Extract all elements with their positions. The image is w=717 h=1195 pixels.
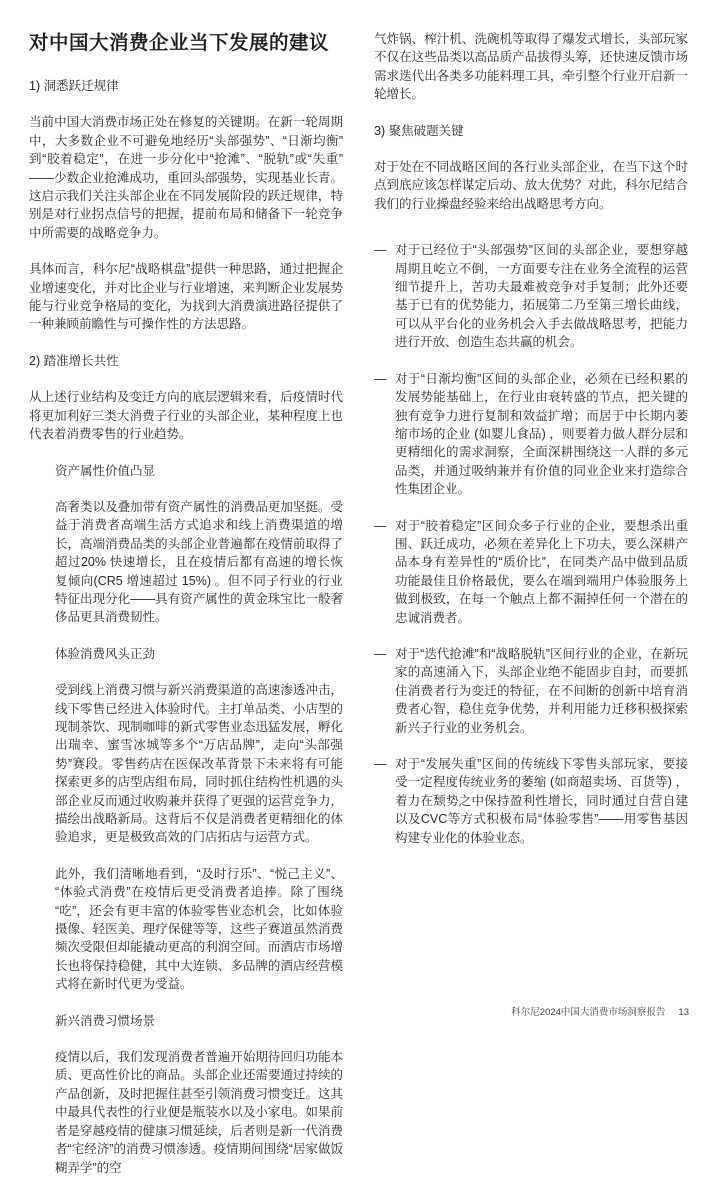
- section-2: [29, 352, 343, 1177]
- section-3-heading: 3) 聚焦破题关键: [374, 123, 464, 138]
- dash-bullet-marker: —: [374, 757, 387, 771]
- subsection-paragraph: 受到线上消费习惯与新兴消费渠道的高速渗透冲击，线下零售已经进入体验时代。主打单品类、小店型的现制茶饮、现制咖啡的新式零售业态迅猛发展，孵化出瑞幸、蜜雪冰城等多个“万店品牌”，走向“头部强势”赛段。零售药店在医保改革背景下未来将有可能探索更多的店型店组布局，同时抓住结构性机遇的头部企业反而通过收购兼并获得了更强的运营竞争力，描绘出战略新局。这背后不仅是消费者更精细化的体验追求，更是极致高效的门店拓店与运营方式。: [55, 683, 343, 845]
- bullet-text: 对于“胶着稳定”区间众多子行业的企业，要想杀出重围、跃迁成功，必须在差异化上下功夫，要么深耕产品本身有差异性的“质价比”，在同类产品中做到品质功能最佳且价格最优，要么在端到端用户体验服务上做到极致，在每一个触点上都不漏掉任何一个潜在的忠诚消费者。: [395, 518, 688, 625]
- bullet-text: 对于“迭代抢滩”和“战略脱轨”区间行业的企业，在新玩家的高速涌入下，头部企业绝不能固步自封，而要抓住消费者行为变迁的特征，在不间断的创新中培育消费者心智，稳住竞争优势，并利用能力迁移积极探索新兴子行业的业务机会。: [395, 646, 688, 735]
- subsection-paragraph: 高奢类以及叠加带有资产属性的消费品更加坚挺。受益于消费者高端生活方式追求和线上消费渠道的增长，高端消费品类的头部企业普遍都在疫情前取得了超过20% 快速增长，且在疫情后都有高速的增长恢复倾向(CR5 增速超过 15%) 。但不同子行业的行业特征出现分化——具有资产属性的黄金珠宝比一般奢侈品更具消费韧性。: [55, 499, 343, 625]
- continued-paragraph: 气炸锅、榨汁机、洗碗机等取得了爆发式增长，头部玩家不仅在这些品类以高品质产品拔得头筹，还快速反馈市场需求迭代出各类多功能料理工具，牵引整个行业开启新一轮增长。: [374, 32, 688, 102]
- subsection-experience-consumption: [55, 645, 343, 994]
- page-title: 对中国大消费企业当下发展的建议: [29, 32, 330, 54]
- section-3: [374, 122, 688, 847]
- left-column: [29, 30, 343, 1195]
- right-column: [374, 30, 688, 1195]
- bullet-text: 对于已经位于“头部强势”区间的头部企业，要想穿越周期且屹立不倒，一方面要专注在业务全流程的运营细节提升上，苦功夫最难被竞争对手复制；此外还要基于已有的优势能力，拓展第二乃至第三增长曲线，可以从平台化的业务机会入手去做战略思考，把能力进行开放、创造生态共赢的机会。: [395, 243, 688, 350]
- two-column-layout: [29, 30, 689, 1195]
- subsection-heading: 新兴消费习惯场景: [55, 1013, 156, 1028]
- subsection-asset-value: [55, 462, 343, 627]
- section-2-intro: 从上述行业结构及变迁方向的底层逻辑来看，后疫情时代将更加利好三类大消费子行业的头部企业，某种程度上也代表着消费零售的行业趋势。: [29, 390, 343, 442]
- bullet-text: 对于“日渐均衡”区间的头部企业，必须在已经积累的发展势能基础上，在行业由衰转盛的节点，把关键的独有竞争力进行复制和效益扩增；而居于中长期内萎缩市场的企业 (如婴儿食品) ，则要着力做人群分层和更精细化的需求洞察，全面深耕围绕这一人群的多元品类，并通过吸纳兼并有价值的同业企业来打造综合性集团企业。: [395, 371, 688, 497]
- report-title: 科尔尼2024中国大消费市场洞察报告: [511, 1007, 666, 1018]
- dash-bullet-marker: —: [374, 371, 387, 386]
- subsection-new-habits: [55, 1012, 343, 1177]
- section-1: [29, 77, 343, 334]
- section-1-paragraph: 具体而言，科尔尼“战略棋盘”提供一种思路，通过把握企业增速变化，并对比企业与行业增速，来判断企业发展势能与行业竞争格局的变化，为找到大消费演进路径提供了一种兼顾前瞻性与可操作性的方法思路。: [29, 262, 343, 332]
- page-footer: [511, 1006, 689, 1020]
- bullet-text: 对于“发展失重”区间的传统线下零售头部玩家，要接受一定程度传统业务的萎缩 (如商超卖场、百货等) ，着力在颓势之中保持盈利性增长，同时通过自营自建以及CVC等方式积极布局“体验零售”——用零售基因构建专业化的体验业态。: [395, 757, 688, 845]
- bullet-item: [374, 645, 688, 737]
- bullet-item: [374, 241, 688, 351]
- bullet-item: [374, 517, 688, 627]
- dash-bullet-marker: —: [374, 646, 387, 661]
- strategy-bullet-list: [374, 241, 688, 847]
- bullet-item: [374, 370, 688, 499]
- section-2-heading: 2) 踏准增长共性: [29, 353, 119, 368]
- section-1-heading: 1) 洞悉跃迁规律: [29, 79, 119, 93]
- dash-bullet-marker: —: [374, 518, 387, 533]
- section-3-intro: 对于处在不同战略区间的各行业头部企业，在当下这个时点到底应该怎样谋定后动、放大优势？对此，科尔尼结合我们的行业操盘经验来给出战略思考方向。: [374, 160, 688, 211]
- section-1-paragraph: 当前中国大消费市场正处在修复的关键期。在新一轮周期中，大多数企业不可避免地经历“头部强势”、“日渐均衡”到“胶着稳定”，在进一步分化中“抢滩”、“脱轨”或“失重”——少数企业抢滩成功，重回头部强势，实现基业长青。这启示我们关注头部企业在不同发展阶段的跃迁规律，特别是对行业拐点信号的把握，提前布局和储备下一轮竞争中所需要的战略竞争力。: [29, 115, 343, 240]
- subsection-paragraph: 疫情以后，我们发现消费者普遍开始期待回归功能本质、更高性价比的商品。头部企业还需要通过持续的产品创新，及时把握住甚至引领消费习惯变迁。这其中最具代表性的行业便是瓶装水以及小家电。如果前者是穿越疫情的健康习惯延续，后者则是新一代消费者“宅经济”的消费习惯渗透。疫情期间围绕“居家做饭糊弄学”的空: [55, 1050, 343, 1175]
- page-number: 13: [678, 1007, 689, 1018]
- subsection-heading: 体验消费风头正劲: [55, 646, 156, 661]
- subsection-heading: 资产属性价值凸显: [55, 463, 156, 478]
- bullet-item: [374, 755, 688, 847]
- dash-bullet-marker: —: [374, 243, 387, 258]
- subsection-paragraph: 此外，我们清晰地看到，“及时行乐”、“悦己主义”、“体验式消费”在疫情后更受消费者追捧。除了围绕“吃”，还会有更丰富的体验零售业态机会，比如体验摄像、轻医美、理疗保健等等，这些子赛道虽然消费频次受限但却能撬动更高的利润空间。而酒店市场增长也将保持稳健，其中大连锁、多品牌的酒店经营模式将在新时代更为受益。: [55, 866, 343, 992]
